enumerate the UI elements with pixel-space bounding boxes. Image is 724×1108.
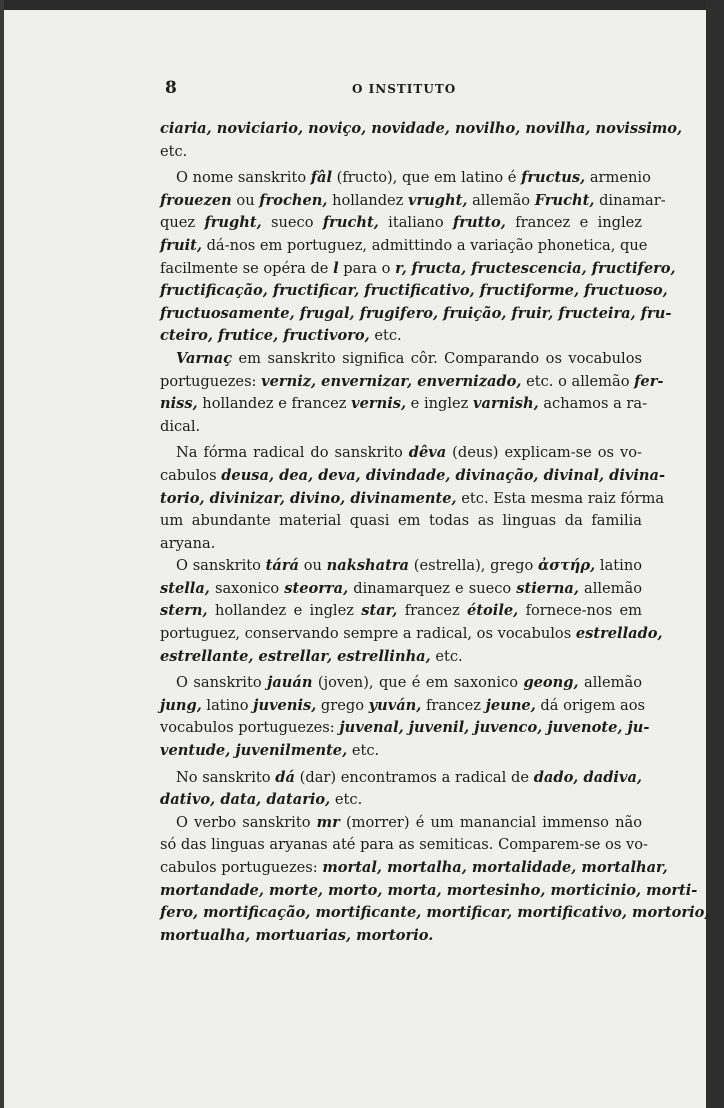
running-title: O INSTITUTO: [352, 82, 457, 96]
text-run: cabulos portuguezes:: [160, 859, 323, 876]
italic-term: r,: [395, 259, 407, 277]
text-run: latino: [595, 557, 643, 575]
text-run: allemão: [578, 674, 642, 692]
italic-term: jauán: [267, 674, 313, 692]
italic-term: vrught,: [408, 191, 468, 209]
italic-term: fruit,: [160, 236, 202, 254]
text-run: hollandez e inglez: [207, 602, 362, 620]
italic-term: steorra,: [284, 579, 349, 597]
text-run: O nome sanskrito: [176, 169, 311, 187]
text-run: (joven), que é em saxonico: [312, 674, 524, 692]
text-line: [160, 190, 666, 213]
text-line: [160, 303, 672, 326]
text-run: (dar) encontramos a radical de: [294, 768, 534, 786]
italic-term: stern,: [160, 602, 208, 620]
italic-term: étoile,: [467, 602, 519, 620]
text-run: cabulos: [160, 466, 222, 484]
text-line: [160, 925, 642, 948]
text-line: [160, 442, 642, 465]
text-run: (estrella), grego: [409, 557, 538, 575]
text-run: francez: [421, 696, 486, 714]
italic-term: juvenal, juvenil, juvenco, juvenote, ju-: [339, 719, 650, 737]
italic-term: estrellante, estrellar, estrellinha,: [160, 647, 431, 665]
italic-term: estrellado,: [575, 625, 663, 643]
text-line: [160, 623, 663, 646]
text-run: armenio: [585, 169, 651, 187]
italic-term: frught,: [204, 214, 262, 232]
page-header: [162, 78, 642, 102]
text-run: aryana.: [160, 534, 216, 552]
italic-term: fructa, fructescencia, fructifero,: [411, 259, 676, 277]
text-run: achamos a ra-: [538, 395, 648, 413]
italic-term: jung,: [160, 696, 202, 714]
text-run: um abundante material quasi em todas as linguas da familia: [160, 512, 642, 530]
text-run: (morrer) é um manancial immenso não: [339, 813, 642, 831]
text-line: [160, 533, 642, 556]
text-run: etc.: [430, 647, 463, 665]
text-run: em sanskrito significa côr. Comparando os vocabulos: [232, 349, 642, 367]
italic-term: fer-: [634, 372, 664, 390]
italic-term: juvenis,: [253, 696, 317, 714]
italic-term: nakshatra: [326, 557, 410, 575]
italic-term: mortandade, morte, morto, morta, mortesinho, morticinio, morti-: [160, 881, 698, 899]
italic-term: frucht,: [322, 214, 379, 232]
text-run: dá-nos em portuguez, admittindo a variação phonetica, que: [201, 236, 648, 254]
text-line: [160, 857, 668, 880]
text-run: No sanskrito: [176, 768, 276, 786]
text-line: [160, 348, 642, 371]
italic-term: mr: [316, 813, 340, 831]
italic-term: l: [333, 259, 339, 277]
text-run: francez: [397, 602, 468, 620]
text-line: [160, 212, 642, 235]
text-run: allemão: [467, 191, 535, 209]
text-line: [160, 167, 651, 190]
text-run: (deus) explicam-se os vo-: [446, 444, 642, 462]
italic-term: dêva: [408, 444, 447, 462]
italic-term: ciaria, noviciario, noviço, novidade, novilho, novilha, novissimo,: [160, 120, 683, 137]
text-line: [160, 393, 648, 416]
italic-term: deusa, dea, deva, divindade, divinação, divinal, divina-: [221, 466, 666, 484]
italic-term: varnish,: [473, 395, 539, 413]
text-run: latino: [201, 696, 254, 714]
body-text: [160, 118, 710, 947]
italic-term: fructuosamente, frugal, frugifero, fruição, fruir, fructeira, fru-: [160, 304, 672, 322]
text-line: [160, 789, 642, 812]
text-line: [160, 488, 665, 511]
text-run: etc.: [160, 142, 188, 160]
text-line: [160, 600, 642, 623]
text-line: [160, 812, 642, 835]
text-line: [160, 371, 664, 394]
text-line: [160, 834, 648, 857]
text-run: quez: [160, 214, 205, 232]
text-line: [160, 578, 642, 601]
italic-term: niss,: [160, 395, 198, 413]
text-line: [160, 118, 683, 141]
page-number: 8: [165, 78, 177, 98]
italic-term: fero, mortificação, mortificante, mortificar, mortificativo, mortorio,: [160, 904, 710, 922]
text-line: [160, 646, 642, 669]
text-run: etc.: [330, 791, 363, 809]
text-line: [160, 672, 642, 695]
text-run: dinamar-: [594, 191, 666, 209]
italic-term: jeune,: [485, 696, 536, 714]
text-run: hollandez e francez: [197, 395, 352, 413]
text-line: [160, 717, 650, 740]
text-run: para o: [338, 259, 396, 277]
italic-term: dado, dadiva,: [533, 768, 642, 786]
text-run: dinamarquez e sueco: [348, 579, 517, 597]
text-run: dá origem aos: [535, 696, 645, 714]
text-line: [160, 141, 642, 164]
text-line: [160, 416, 642, 439]
text-run: sueco: [261, 214, 323, 232]
italic-term: vernis,: [351, 395, 407, 413]
text-run: vocabulos portuguezes:: [160, 719, 340, 737]
text-run: ou: [299, 557, 327, 575]
text-run: italiano: [378, 214, 453, 232]
text-run: saxonico: [209, 579, 285, 597]
text-run: Na fórma radical do sanskrito: [176, 444, 409, 462]
text-line: [160, 510, 642, 533]
text-run: O sanskrito: [176, 557, 266, 575]
italic-term: Varnaç: [176, 349, 233, 367]
text-run: O sanskrito: [176, 674, 268, 692]
text-line: [160, 902, 710, 925]
italic-term: stierna,: [516, 579, 579, 597]
text-line: [160, 767, 642, 790]
text-run: e inglez: [406, 395, 474, 413]
italic-term: frutto,: [453, 214, 506, 232]
italic-term: dá: [275, 768, 295, 786]
italic-term: ἀστήρ,: [537, 557, 596, 575]
italic-term: Frucht,: [534, 191, 595, 209]
text-run: etc.: [369, 327, 402, 345]
text-run: fornece-nos em: [518, 602, 642, 620]
text-run: dical.: [160, 417, 201, 435]
italic-term: mortualha, mortuarias, mortorio.: [160, 926, 434, 944]
text-run: etc.: [347, 742, 380, 760]
italic-term: geong,: [523, 674, 579, 692]
text-run: etc. o allemão: [521, 372, 635, 390]
text-run: hollandez: [327, 191, 409, 209]
italic-term: stella,: [160, 579, 210, 597]
text-run: allemão: [578, 579, 642, 597]
text-line: [160, 880, 698, 903]
text-run: facilmente se opéra de: [160, 259, 334, 277]
text-line: [160, 740, 642, 763]
text-run: O verbo sanskrito: [176, 813, 317, 831]
text-run: grego: [316, 696, 369, 714]
italic-term: tárá: [265, 557, 299, 575]
text-run: só das linguas aryanas até para as semiticas. Comparem-se os vo-: [160, 836, 648, 854]
italic-term: star,: [361, 602, 398, 620]
italic-term: dativo, data, datario,: [160, 791, 331, 809]
text-line: [160, 325, 642, 348]
text-run: (fructo), que em latino é: [332, 169, 522, 187]
text-line: [160, 555, 642, 578]
text-run: ou: [231, 191, 260, 209]
italic-term: torio, divinizar, divino, divinamente,: [160, 489, 457, 507]
text-line: [160, 258, 676, 281]
text-run: francez e inglez: [505, 214, 642, 232]
italic-term: fructificação, fructificar, fructificativo, fructiforme, fructuoso,: [160, 282, 668, 300]
italic-term: cteiro, frutice, fructivoro,: [160, 327, 370, 345]
text-run: etc. Esta mesma raiz fórma: [456, 489, 665, 507]
text-line: [160, 695, 645, 718]
italic-term: ventude, juvenilmente,: [160, 742, 348, 760]
text-line: [160, 235, 648, 258]
italic-term: fructus,: [521, 169, 586, 187]
scan-border-right: [706, 0, 724, 1108]
text-run: portuguezes:: [160, 372, 262, 390]
italic-term: verniz, envernizar, envernizado,: [261, 372, 522, 390]
text-line: [160, 280, 668, 303]
italic-term: mortal, mortalha, mortalidade, mortalhar,: [322, 859, 668, 876]
text-line: [160, 465, 666, 488]
italic-term: fâl: [310, 169, 333, 187]
italic-term: frochen,: [259, 191, 328, 209]
scan-border-top: [0, 0, 724, 10]
italic-term: yuván,: [368, 696, 422, 714]
text-run: portuguez, conservando sempre a radical, os vocabulos: [160, 625, 576, 643]
italic-term: frouezen: [160, 191, 232, 209]
